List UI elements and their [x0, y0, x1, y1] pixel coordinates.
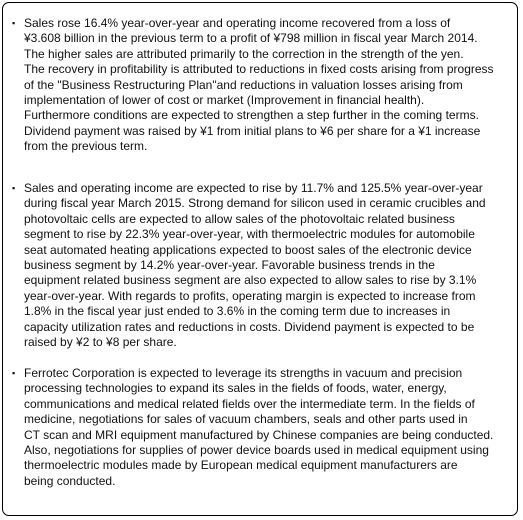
text-line: equipment related business segment are also expected to allow sales to rise by 3.1%	[24, 273, 477, 288]
text-line: ▪ Sales rose 16.4% year-over-year and operating income recovered from a loss of	[12, 16, 451, 30]
text-line: ▪ Sales and operating income are expected to rise by 11.7% and 125.5% year-over-year	[12, 181, 483, 195]
text-line: communications and medical related fields over the intermediate term. In the fields of	[24, 396, 475, 411]
text-line: business segment by 14.2% year-over-year. Favorable business trends in the	[24, 257, 435, 272]
text-line: during fiscal year March 2015. Strong demand for silicon used in ceramic crucibles and	[24, 196, 486, 211]
text-line: The higher sales are attributed primarily to the correction in the strength of the yen.	[24, 46, 464, 61]
text-line: medicine, negotiations for sales of vacuum chambers, seals and other parts used in	[24, 412, 468, 427]
text-line: of the "Business Restructuring Plan"and reductions in valuation losses arising from	[24, 77, 463, 92]
text-line: raised by ¥2 to ¥8 per share.	[24, 334, 177, 349]
text-line: ¥3.608 billion in the previous term to a profit of ¥798 million in fiscal year March 2014.	[24, 31, 478, 46]
bullet-icon: ▪	[12, 18, 16, 28]
text-line: ▪ Ferrotec Corporation is expected to leverage its strengths in vacuum and precision	[12, 366, 463, 380]
text-line: 1.8% in the fiscal year just ended to 3.6% in the coming term due to increases in	[24, 304, 451, 319]
text-line: implementation of lower of cost or market (Improvement in financial health).	[24, 92, 425, 107]
text-line: Furthermore conditions are expected to strengthen a step further in the coming terms.	[24, 108, 479, 123]
text-line: Dividend payment was raised by ¥1 from initial plans to ¥6 per share for a ¥1 increase	[24, 123, 481, 138]
text-line: seat automated heating applications expected to boost sales of the electronic device	[24, 242, 472, 257]
text-line: The recovery in profitability is attributed to reductions in fixed costs arising from progress	[24, 62, 494, 77]
text-line: being conducted.	[24, 473, 116, 488]
text-line: CT scan and MRI equipment manufactured by Chinese companies are being conducted.	[24, 427, 494, 442]
text-line: segment to rise by 22.3% year-over-year, with thermoelectric modules for automobile	[24, 227, 475, 242]
paragraph-strategy	[12, 366, 514, 489]
text-line: year-over-year. With regards to profits, operating margin is expected to increase from	[24, 288, 476, 303]
text-line: processing technologies to expand its sales in the fields of foods, water, energy,	[24, 381, 447, 396]
paragraph-forecast-fy2015	[12, 181, 514, 350]
text-line: from the previous term.	[24, 139, 148, 154]
text-line: thermoelectric modules made by European medical equipment manufacturers are	[24, 458, 458, 473]
paragraph-results-fy2014	[12, 16, 514, 155]
bullet-icon: ▪	[12, 183, 16, 193]
text-line: capacity utilization rates and reductions in costs. Dividend payment is expected to be	[24, 319, 475, 334]
text-line: Also, negotiations for supplies of power device boards used in medical equipment using	[24, 442, 489, 457]
text-line: photovoltaic cells are expected to allow sales of the photovoltaic related business	[24, 211, 455, 226]
bullet-icon: ▪	[12, 368, 16, 378]
text-box-frame	[2, 2, 518, 516]
